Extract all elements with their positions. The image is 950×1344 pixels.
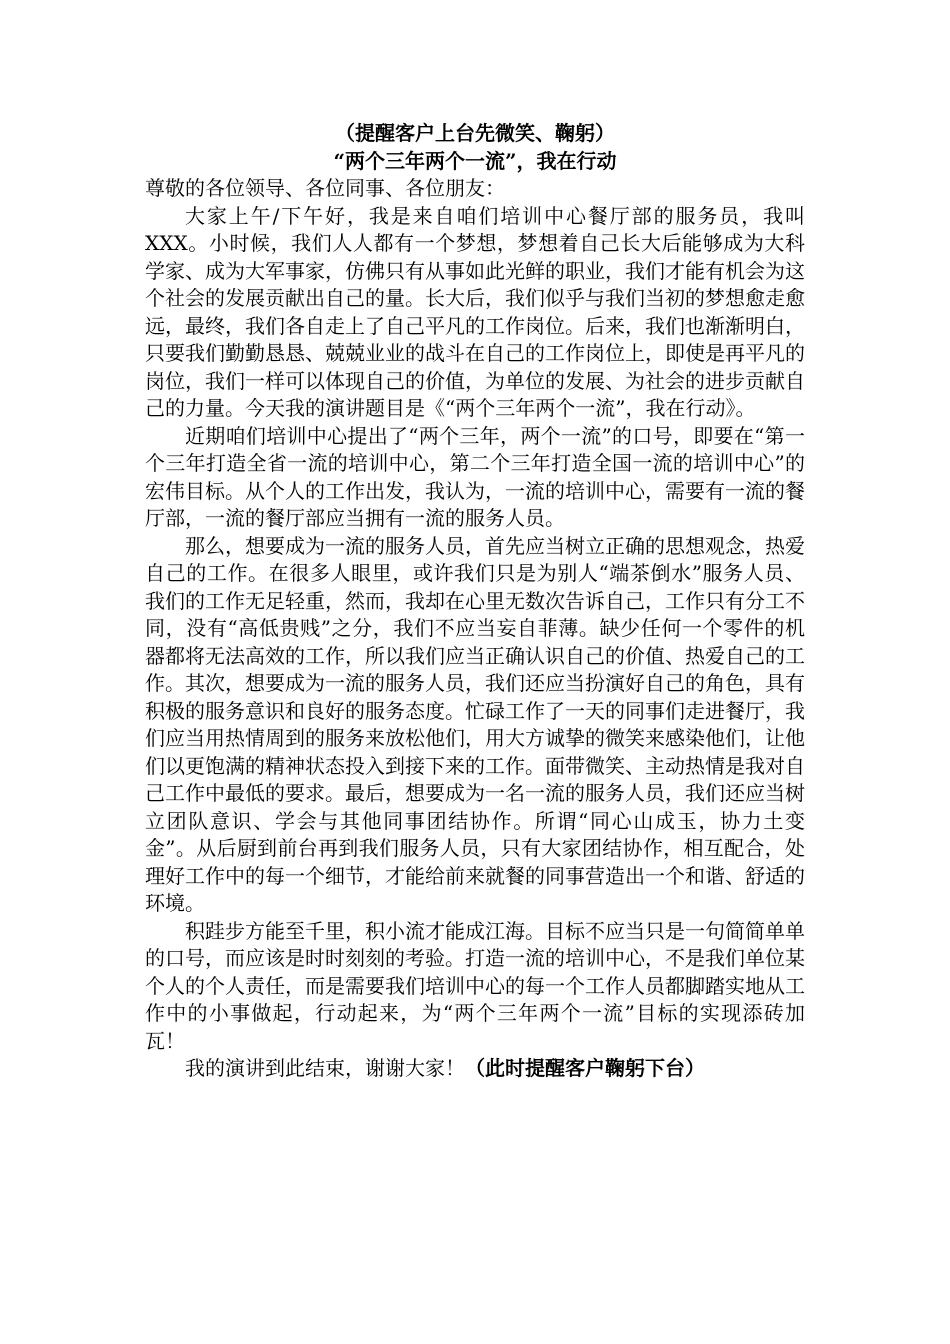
paragraph-goal: 近期咱们培训中心提出了“两个三年，两个一流”的口号，即要在“第一个三年打造全省一流的培训中心，第二个三年打造全国一流的培训中心”的宏伟目标。从个人的工作出发，我认为，一流的培训中心，需要有一流的餐厅部，一流的餐厅部应当拥有一流的服务人员。 <box>145 423 805 530</box>
paragraph-intro: 大家上午/下午好，我是来自咱们培训中心餐厅部的服务员，我叫XXX。小时候，我们人人都有一个梦想，梦想着自己长大后能够成为大科学家、成为大军事家，仿佛只有从事如此光鲜的职业，我们才能有机会为这个社会的发展贡献出自己的量。长大后，我们似乎与我们当初的梦想愈走愈远，最终，我们各自走上了自己平凡的工作岗位。后来，我们也渐渐明白，只要我们勤勤恳恳、兢兢业业的战斗在自己的工作岗位上，即使是再平凡的岗位，我们一样可以体现自己的价值，为单位的发展、为社会的进步贡献自己的力量。今天我的演讲题目是《“两个三年两个一流”，我在行动》。 <box>145 203 805 420</box>
speech-title: “两个三年两个一流”，我在行动 <box>333 148 617 173</box>
salutation: 尊敬的各位领导、各位同事、各位朋友： <box>145 176 505 200</box>
paragraph-service: 那么，想要成为一流的服务人员，首先应当树立正确的思想观念，热爱自己的工作。在很多人眼里，或许我们只是为别人“端茶倒水”服务人员、我们的工作无足轻重，然而，我却在心里无数次告诉自己，工作只有分工不同，没有“高低贵贱”之分，我们不应当妄自菲薄。缺少任何一个零件的机器都将无法高效的工作，所以我们应当正确认识自己的价值、热爱自己的工作。其次，想要成为一流的服务人员，我们还应当扮演好自己的角色，具有积极的服务意识和良好的服务态度。忙碌工作了一天的同事们走进餐厅，我们应当用热情周到的服务来放松他们，用大方诚挚的微笑来感染他们，让他们以更饱满的精神状态投入到接下来的工作。面带微笑、主动热情是我对自己工作中最低的要求。最后，想要成为一名一流的服务人员，我们还应当树立团队意识、学会与其他同事团结协作。所谓“同心山成玉，协力土变金”。从后厨到前台再到我们服务人员，只有大家团结协作，相互配合，处理好工作中的每一个细节，才能给前来就餐的同事营造出一个和谐、舒适的环境。 <box>145 533 805 915</box>
closing-line <box>145 1055 805 1083</box>
closing-stage-note: （此时提醒客户鞠躬下台） <box>465 1056 705 1080</box>
document-page <box>145 120 805 1083</box>
paragraph-conclusion: 积跬步方能至千里，积小流才能成江海。目标不应当只是一句简简单单的口号，而应该是时时刻刻的考验。打造一流的培训中心，不是我们单位某个人的个人责任，而是需要我们培训中心的每一个工作人员都脚踏实地从工作中的小事做起，行动起来，为“两个三年两个一流”目标的实现添砖加瓦！ <box>145 918 805 1053</box>
closing-text: 我的演讲到此结束，谢谢大家！ <box>185 1056 465 1080</box>
stage-note: （提醒客户上台先微笑、鞠躬） <box>335 121 615 145</box>
